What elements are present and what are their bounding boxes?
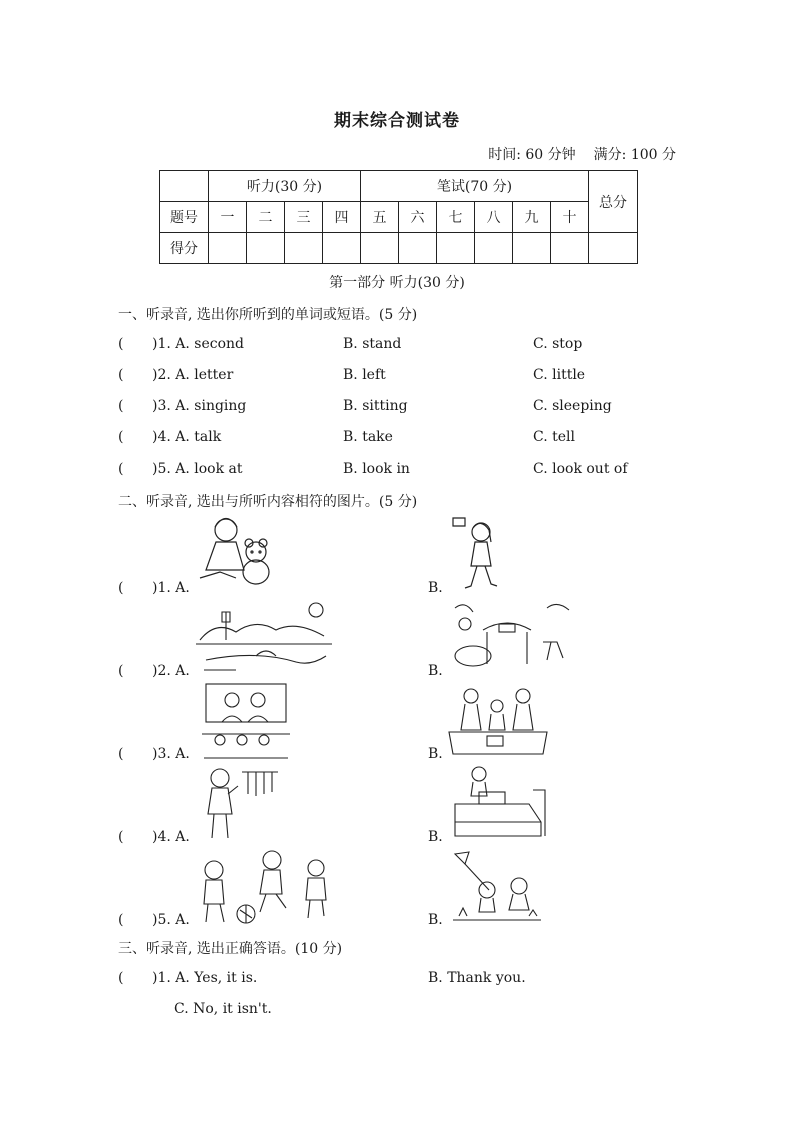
question-number-label: 题号 bbox=[160, 202, 209, 233]
answer-paren[interactable]: ( bbox=[118, 398, 124, 414]
section-two-title: 二、听录音, 选出与所听内容相符的图片。(5 分) bbox=[118, 494, 418, 510]
question-option-b: B. Thank you. bbox=[428, 970, 526, 986]
score-cell[interactable] bbox=[209, 233, 247, 264]
answer-paren[interactable]: ( bbox=[118, 829, 124, 845]
score-table bbox=[159, 170, 638, 264]
section-number: 一 bbox=[209, 202, 247, 233]
answer-paren[interactable]: ( bbox=[118, 336, 124, 352]
picture-option-a-label: )5. A. bbox=[152, 912, 190, 928]
question-option-a: )1. A. second bbox=[152, 336, 244, 352]
answer-paren[interactable]: ( bbox=[118, 912, 124, 928]
kids-flying-kite-picture bbox=[449, 850, 545, 926]
written-header: 笔试(70 分) bbox=[361, 171, 589, 202]
score-cell[interactable] bbox=[551, 233, 589, 264]
section-number: 四 bbox=[323, 202, 361, 233]
listening-header: 听力(30 分) bbox=[209, 171, 361, 202]
picture-option-b-label: B. bbox=[428, 912, 443, 928]
answer-paren[interactable]: ( bbox=[118, 663, 124, 679]
question-option-b: B. look in bbox=[343, 461, 410, 477]
score-cell[interactable] bbox=[247, 233, 285, 264]
answer-paren[interactable]: ( bbox=[118, 461, 124, 477]
question-option-c: C. little bbox=[533, 367, 586, 383]
score-cell[interactable] bbox=[361, 233, 399, 264]
score-cell[interactable] bbox=[437, 233, 475, 264]
picture-option-a-label: )3. A. bbox=[152, 746, 190, 762]
question-option-b: B. stand bbox=[343, 336, 402, 352]
score-table-corner bbox=[160, 171, 209, 202]
picture-option-b-label: B. bbox=[428, 829, 443, 845]
answer-paren[interactable]: ( bbox=[118, 580, 124, 596]
section-three-title: 三、听录音, 选出正确答语。(10 分) bbox=[118, 941, 343, 957]
question-option-a: )5. A. look at bbox=[152, 461, 243, 477]
question-option-c: C. look out of bbox=[533, 461, 628, 477]
answer-paren[interactable]: ( bbox=[118, 367, 124, 383]
question-option-b: B. take bbox=[343, 429, 393, 445]
boy-brushing-teeth-picture bbox=[198, 764, 282, 842]
cinema-picture bbox=[200, 682, 292, 760]
section-number: 二 bbox=[247, 202, 285, 233]
question-option-a: )1. A. Yes, it is. bbox=[152, 970, 258, 986]
zoo-gate-picture bbox=[447, 598, 577, 676]
question-option-b: B. sitting bbox=[343, 398, 408, 414]
section-one-title: 一、听录音, 选出你所听到的单词或短语。(5 分) bbox=[118, 307, 418, 323]
section-number: 三 bbox=[285, 202, 323, 233]
picture-option-b-label: B. bbox=[428, 580, 443, 596]
picture-option-b-label: B. bbox=[428, 746, 443, 762]
answer-paren[interactable]: ( bbox=[118, 429, 124, 445]
page-title: 期末综合测试卷 bbox=[334, 111, 460, 131]
score-cell[interactable] bbox=[399, 233, 437, 264]
question-option-a: )2. A. letter bbox=[152, 367, 234, 383]
exam-time: 时间: 60 分钟 bbox=[488, 147, 576, 163]
exam-meta bbox=[488, 144, 676, 164]
answer-paren[interactable]: ( bbox=[118, 970, 124, 986]
score-cell[interactable] bbox=[589, 233, 638, 264]
section-number: 十 bbox=[551, 202, 589, 233]
boys-playing-football-picture bbox=[196, 848, 332, 928]
section-number: 九 bbox=[513, 202, 551, 233]
picture-option-b-label: B. bbox=[428, 663, 443, 679]
bedroom-picture bbox=[449, 764, 549, 842]
question-option-c: C. stop bbox=[533, 336, 583, 352]
section-number: 七 bbox=[437, 202, 475, 233]
question-option-a: )4. A. talk bbox=[152, 429, 222, 445]
section-number: 八 bbox=[475, 202, 513, 233]
score-cell[interactable] bbox=[475, 233, 513, 264]
question-option-c: C. No, it isn't. bbox=[174, 1001, 272, 1017]
exam-full-score: 满分: 100 分 bbox=[593, 147, 676, 163]
picture-option-a-label: )2. A. bbox=[152, 663, 190, 679]
answer-paren[interactable]: ( bbox=[118, 746, 124, 762]
question-option-c: C. sleeping bbox=[533, 398, 612, 414]
picture-option-a-label: )1. A. bbox=[152, 580, 190, 596]
score-cell[interactable] bbox=[285, 233, 323, 264]
family-picnic-picture bbox=[447, 682, 551, 760]
part-one-heading: 第一部分 听力(30 分) bbox=[329, 275, 465, 291]
picture-option-a-label: )4. A. bbox=[152, 829, 190, 845]
section-number: 六 bbox=[399, 202, 437, 233]
question-option-c: C. tell bbox=[533, 429, 575, 445]
score-label: 得分 bbox=[160, 233, 209, 264]
section-number: 五 bbox=[361, 202, 399, 233]
score-cell[interactable] bbox=[323, 233, 361, 264]
score-cell[interactable] bbox=[513, 233, 551, 264]
girl-walking-picture bbox=[447, 516, 507, 592]
total-header: 总分 bbox=[589, 171, 638, 233]
park-scene-picture bbox=[196, 600, 332, 676]
question-option-a: )3. A. singing bbox=[152, 398, 247, 414]
question-option-b: B. left bbox=[343, 367, 386, 383]
girl-with-teddy-bear-picture bbox=[196, 512, 278, 590]
